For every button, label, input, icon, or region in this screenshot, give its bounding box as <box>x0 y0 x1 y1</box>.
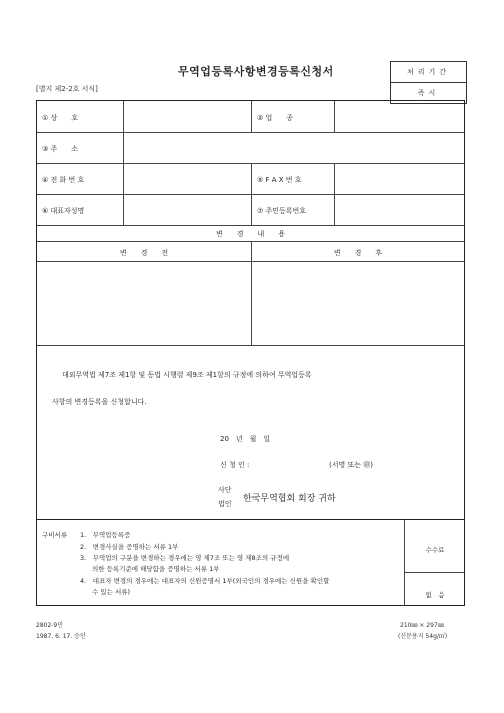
form-title: 무역업등록사항변경등록신청서 <box>178 65 334 78</box>
form-code: 2802-9민 <box>36 622 64 629</box>
processing-period-value: 즉시 <box>417 89 440 97</box>
change-after-header: 변 경 후 <box>333 249 383 257</box>
approval-date: 1987. 6. 17. 승인 <box>36 633 86 640</box>
declaration-line-1: 대외무역법 제7조 제1항 및 동법 시행령 제9조 제1항의 규정에 의하여 무역업등록 <box>62 371 312 379</box>
change-details-header: 변 경 내 용 <box>215 230 286 238</box>
field-label-address: ③ 주 소 <box>42 145 79 153</box>
signature-note: (서명 또는 ㊞) <box>329 461 373 469</box>
attachment-item-3-cont: 의한 등록기준에 해당함을 증명하는 서류 1부 <box>92 565 220 573</box>
attachment-item-4-cont: 수 있는 서류) <box>92 588 131 596</box>
application-date: 20 년 월 일 <box>220 435 271 443</box>
processing-period-label: 처리기간 <box>391 62 466 83</box>
attachment-item-3: 3. 무역업의 구분을 변경하는 경우에는 영 제7조 또는 영 제8조의 규정에 <box>80 554 290 562</box>
fee-value: 없 음 <box>425 591 445 599</box>
attachment-item-1: 1. 무역업등록증 <box>80 531 131 539</box>
corporation-type-2: 법인 <box>218 500 232 508</box>
field-label-trade-name: ① 상 호 <box>42 114 79 122</box>
attachments-section <box>36 520 465 606</box>
form-reference: [별지 제2-2호 서식] <box>36 85 98 93</box>
processing-period-box <box>390 61 467 104</box>
attachments-label: 구비서류 <box>42 531 68 539</box>
application-form <box>36 100 465 520</box>
attachment-item-4: 4. 대표자 변경의 경우에는 대표자의 신원증명서 1부(외국인의 경우에는 신원을 확인할 <box>80 577 330 585</box>
change-before-header: 변 경 전 <box>119 249 169 257</box>
declaration-line-2: 사항의 변경등록을 신청합니다. <box>52 398 147 406</box>
paper-spec: (신문용지 54g/㎡) <box>398 633 448 640</box>
corporation-type-1: 사단 <box>218 486 232 494</box>
field-label-business-type: ② 업 종 <box>257 114 294 122</box>
recipient: 한국무역협회 회장 귀하 <box>243 494 336 504</box>
field-label-resident-number: ⑦ 주민등록번호 <box>257 207 307 215</box>
attachment-item-2: 2. 변경사실을 증명하는 서류 1부 <box>80 543 179 551</box>
field-label-fax: ⑤ F A X 번 호 <box>257 176 302 184</box>
field-label-representative: ⑥ 대표자성명 <box>42 207 85 215</box>
field-label-phone: ④ 전 화 번 호 <box>42 176 85 184</box>
applicant-label: 신 청 인 : <box>220 461 250 469</box>
fee-label: 수수료 <box>425 546 445 554</box>
paper-size: 210㎜ × 297㎜ <box>400 622 444 629</box>
